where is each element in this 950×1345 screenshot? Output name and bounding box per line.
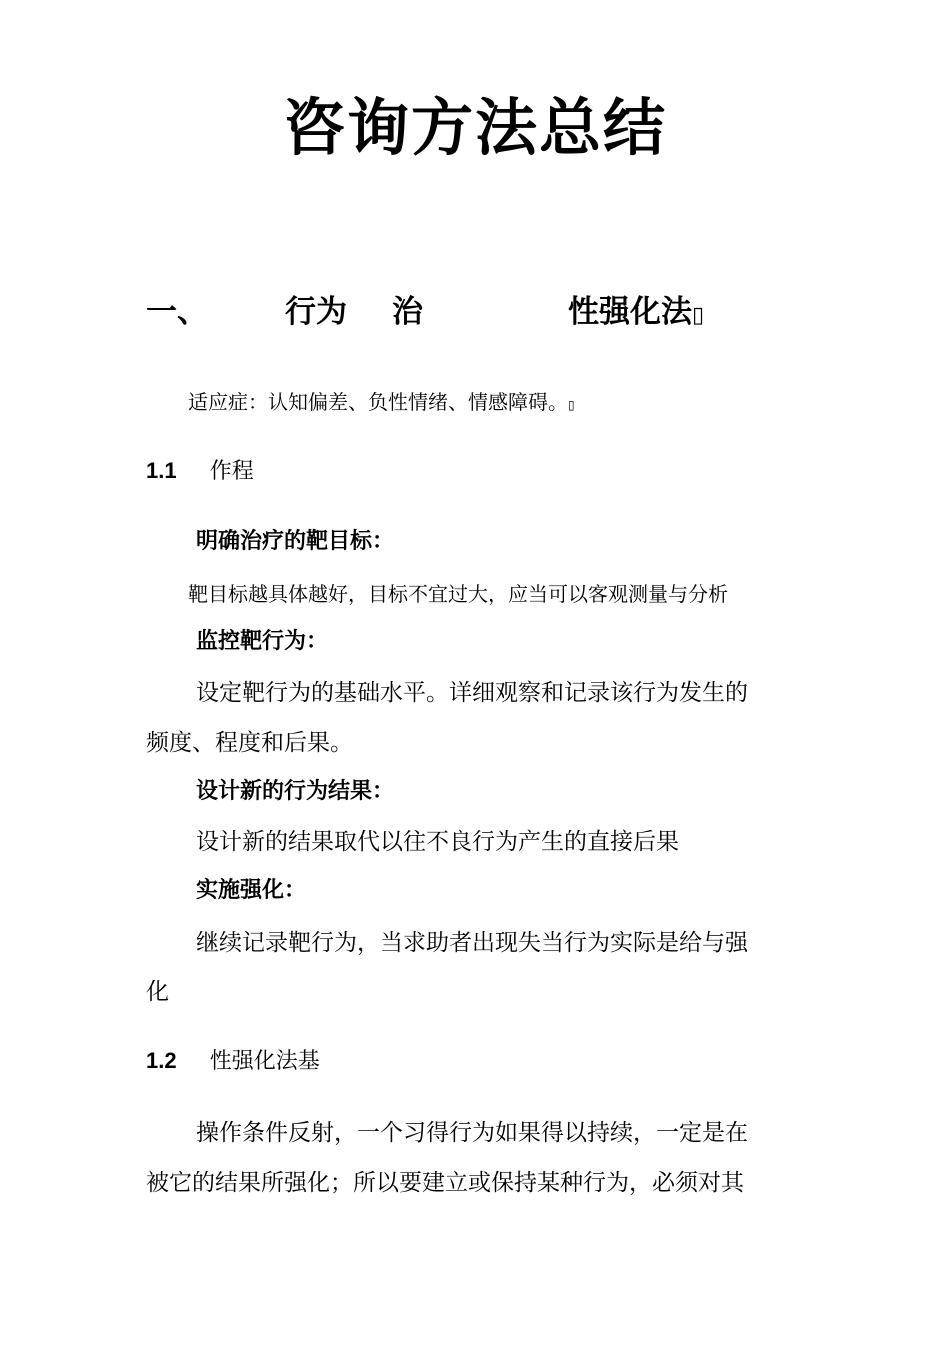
section-number: 一、 <box>146 294 208 330</box>
missing-glyph-mark: ▯ <box>692 303 705 328</box>
section-title-part-b: 治 <box>392 294 423 330</box>
subsection-title: 作程 <box>209 459 254 484</box>
subsection-heading-1-2 <box>146 1044 320 1075</box>
subsection-number: 1.2 <box>146 1048 177 1073</box>
indication-text: 适应症：认知偏差、负性情绪、情感障碍。 <box>188 390 568 414</box>
section-title-part-c-text: 性强化法 <box>568 294 692 330</box>
step-text: 设定靶行为的基础水平。详细观察和记录该行为发生的 <box>196 680 748 706</box>
section-title-part-a: 行为 <box>285 294 347 330</box>
subsection-title: 性强化法基 <box>209 1049 320 1074</box>
section-title-part-c <box>568 286 704 331</box>
subsection-heading-1-1 <box>146 454 254 485</box>
step-label: 明确治疗的靶目标： <box>196 528 395 554</box>
step-label: 实施强化： <box>196 877 307 903</box>
step-text: 靶目标越具体越好，目标不宜过大，应当可以客观测量与分析 <box>188 582 728 606</box>
paragraph-line: 操作条件反射，一个习得行为如果得以持续，一定是在 <box>196 1120 748 1146</box>
step-text: 设计新的结果取代以往不良行为产生的直接后果 <box>196 829 679 855</box>
indication-line <box>188 386 575 415</box>
step-text: 频度、程度和后果。 <box>146 730 353 756</box>
step-text: 化 <box>146 979 169 1005</box>
step-label: 设计新的行为结果： <box>196 778 395 804</box>
subsection-number: 1.1 <box>146 458 177 483</box>
step-text: 继续记录靶行为，当求助者出现失当行为实际是给与强 <box>196 930 748 956</box>
paragraph-line: 被它的结果所强化；所以要建立或保持某种行为，必须对其 <box>146 1170 744 1196</box>
step-label: 监控靶行为： <box>196 628 329 654</box>
missing-glyph-mark: ▯ <box>568 398 575 412</box>
document-title: 咨询方法总结 <box>282 91 667 164</box>
